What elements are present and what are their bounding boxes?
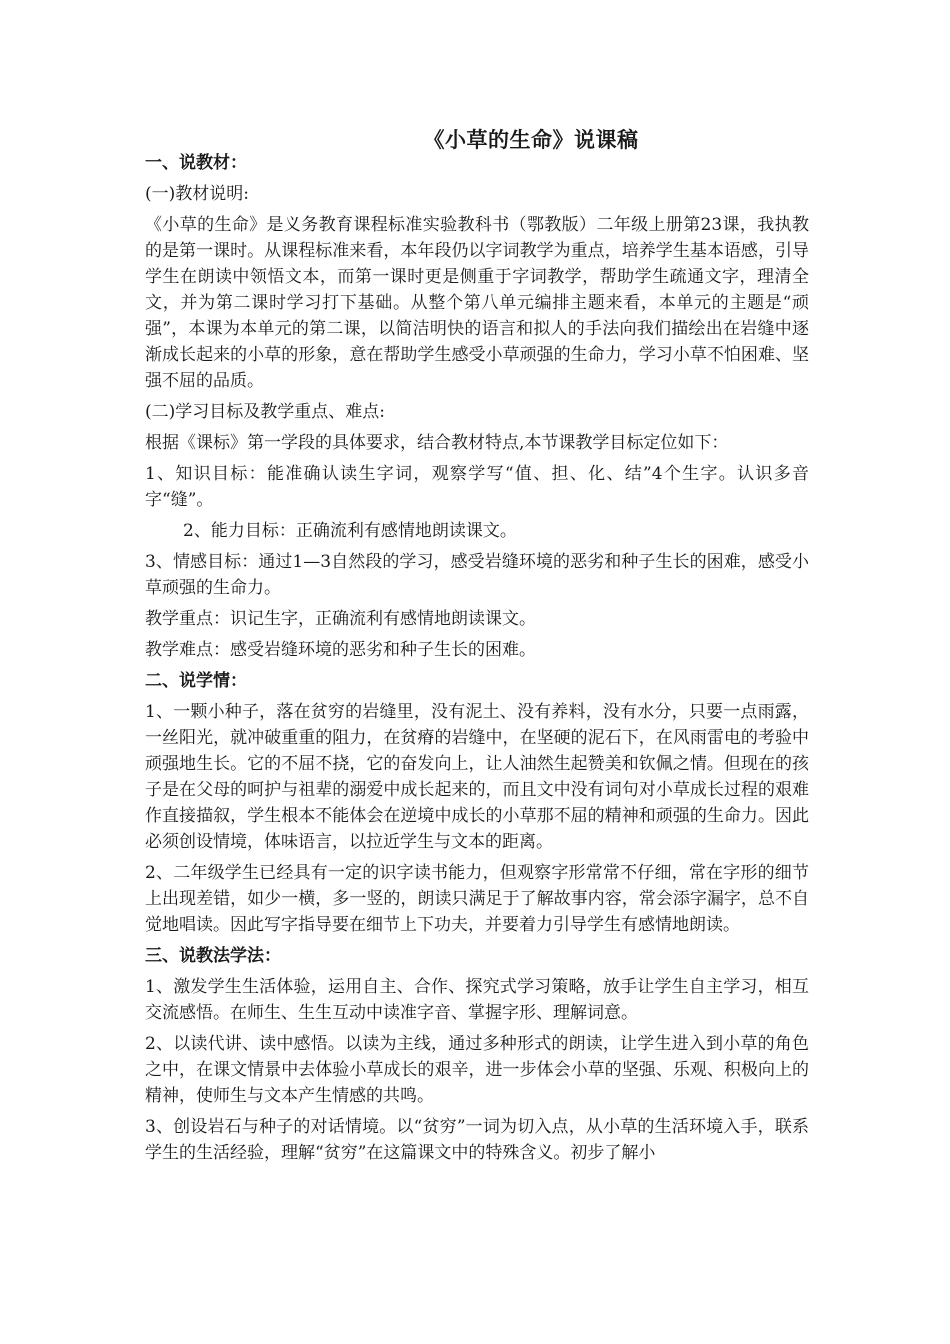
paragraph: 2、以读代讲、读中感悟。以读为主线，通过多种形式的朗读，让学生进入到小草的角色之中，在课文情景中去体验小草成长的艰辛，进一步体会小草的坚强、乐观、积极向上的精神，使师生与文本产生情感的共鸣。 [145,1034,809,1106]
paragraph: 1、一颗小种子，落在贫穷的岩缝里，没有泥土、没有养料，没有水分，只要一点雨露，一丝阳光，就冲破重重的阻力，在贫瘠的岩缝中，在坚硬的泥石下，在风雨雷电的考验中顽强地生长。它的不屈不挠，它的奋发向上，让人油然生起赞美和钦佩之情。但现在的孩子是在父母的呵护与祖辈的溺爱中成长起来的，而且文中没有词句对小草成长过程的艰难作直接描叙，学生根本不能体会在逆境中成长的小草那不屈的精神和顽强的生命力。因此必须创设情境，体味语言，以拉近学生与文本的距离。 [145,702,809,852]
paragraph: 教学重点：识记生字，正确流利有感情地朗读课文。 [145,609,536,629]
subsection-label: (一)教材说明: [145,184,249,204]
paragraph: 2、二年级学生已经具有一定的识字读书能力，但观察字形常常不仔细，常在字形的细节上出现差错，如少一横，多一竖的，朗读只满足于了解故事内容，常会添字漏字，总不自觉地唱读。因此写字指导要在细节上下功夫，并要着力引导学生有感情地朗读。 [145,863,809,935]
paragraph: 1、知识目标：能准确认读生字词，观察学写“值、担、化、结”4个生字。认识多音字“缝”。 [145,464,809,510]
paragraph: 《小草的生命》是义务教育课程标准实验教科书（鄂教版）二年级上册第23课，我执教的是第一课时。从课程标准来看，本年段仍以字词教学为重点，培养学生基本语感，引导学生在朗读中领悟文本，而第一课时更是侧重于字词教学，帮助学生疏通文字，理清全文，并为第二课时学习打下基础。从整个第八单元编排主题来看，本单元的主题是“顽强”，本课为本单元的第二课，以简洁明快的语言和拟人的手法向我们描绘出在岩缝中逐渐成长起来的小草的形象，意在帮助学生感受小草顽强的生命力，学习小草不怕困难、坚强不屈的品质。 [145,215,809,391]
paragraph: 2、能力目标：正确流利有感情地朗读课文。 [183,521,517,541]
paragraph: 1、激发学生生活体验，运用自主、合作、探究式学习策略，放手让学生自主学习，相互交流感悟。在师生、生生互动中读准字音、掌握字形、理解词意。 [145,977,809,1023]
paragraph: 根据《课标》第一学段的具体要求，结合教材特点,本节课教学目标定位如下： [145,433,729,453]
paragraph: 教学难点：感受岩缝环境的恶劣和种子生长的困难。 [145,640,536,660]
section-heading: 一、说教材： [145,153,247,173]
paragraph: 3、情感目标：通过1—3自然段的学习，感受岩缝环境的恶劣和种子生长的困难，感受小草顽强的生命力。 [145,552,809,598]
document-body [145,150,809,1171]
paragraph: 3、创设岩石与种子的对话情境。以“贫穷”一词为切入点，从小草的生活环境入手，联系学生的生活经验，理解“贫穷”在这篇课文中的特殊含义。初步了解小 [145,1117,809,1163]
document-title: 《小草的生命》说课稿 [423,127,639,152]
section-heading: 三、说教法学法： [145,946,281,966]
section-heading: 二、说学情： [145,671,247,691]
subsection-label: (二)学习目标及教学重点、难点: [145,402,385,422]
